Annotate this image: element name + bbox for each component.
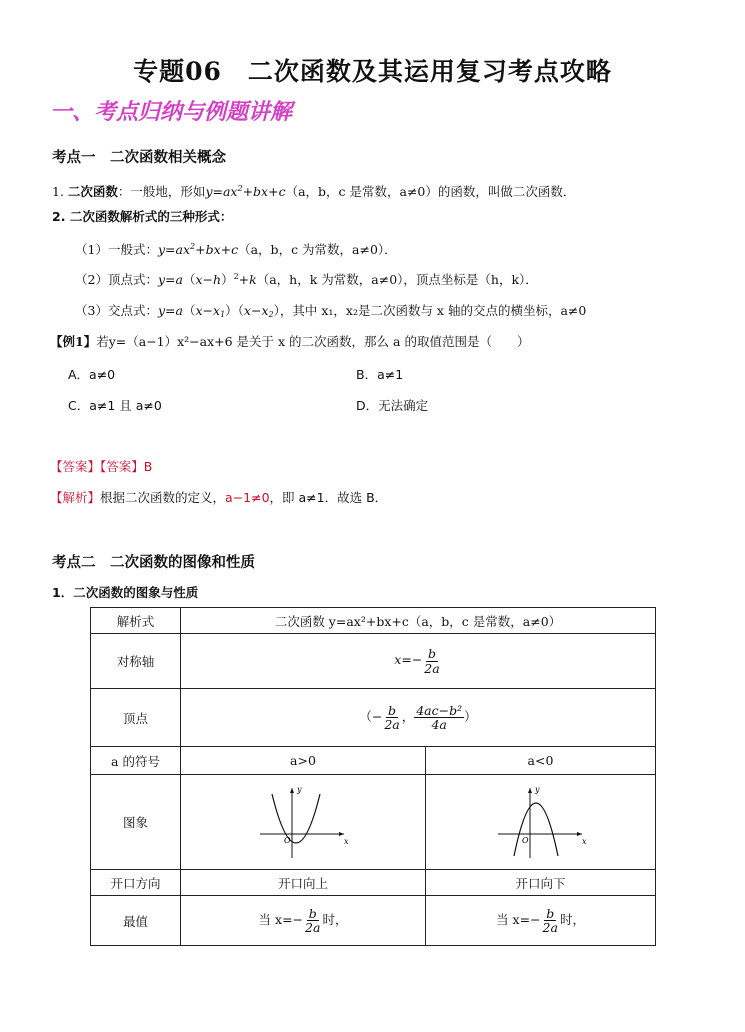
extremum-suffix: 时， [559,912,585,927]
opening-down: 开口向下 [426,870,656,896]
extremum-prefix: 当 x=− [258,912,304,927]
form-general-note: （a，b，c 为常数，a≠0）． [238,242,397,257]
option-a: A．a≠0 [68,367,116,382]
fraction-b-over-2a [422,647,441,674]
extremum-negative [426,896,656,946]
frac-den: 2a [424,660,440,676]
analysis-line [50,488,387,506]
topic-2-heading: 考点二 二次函数的图像和性质 [52,555,255,571]
example-question: 若y=（a−1）x²−ax+6 是关于 x 的二次函数，那么 a 的取值范围是（ ） [96,334,530,349]
form-vertex: （2）顶点式：$y=a(x-h)^2+k(a$，h，k 为常数，a≠0），顶点坐标是（h，k）． [75,272,538,287]
graph-downward [426,775,656,870]
vertex-comma: ， [401,709,415,724]
parabola-up-icon [258,782,348,860]
origin-label: O [521,835,529,845]
option-b: B．a≠1 [356,367,404,382]
row-value-axis [181,634,656,689]
frac-num: 4ac−b² [416,702,463,718]
option-c: C．a≠1 且 a≠0 [68,398,162,413]
analysis-label: 【解析】 [50,490,101,505]
fraction-vertex-y [414,704,464,731]
row-label-axis: 对称轴 [91,634,181,689]
parabola-down-icon [496,782,586,860]
form-general: （1）一般式：$y=ax^2+bx+c(a$，b，c 为常数，a≠0）． [75,242,397,257]
definition-text-a: ：一般地，形如 [117,184,206,199]
subheading-graph-properties: 1．二次函数的图象与性质 [52,585,199,600]
vertex-close: ） [464,709,477,724]
analysis-text-a: 根据二次函数的定义， [100,490,226,505]
row-value-vertex [181,689,656,747]
extremum-positive [181,896,426,946]
form-intercept-note: ，其中 x₁，x₂是二次函数与 x 轴的交点的横坐标，a≠0 [279,303,587,318]
frac-num: b [427,646,436,662]
row-label-formula: 解析式 [91,608,181,634]
axis-x-eq: x=− [394,652,423,668]
forms-heading-text: 二次函数解析式的三种形式： [69,209,233,224]
axis-x-label: x [344,836,349,846]
analysis-condition: a−1≠0 [225,490,270,505]
frac-num: b [308,905,317,921]
opening-up: 开口向上 [181,870,426,896]
definition-term: 二次函数 [67,184,118,199]
topic-1-heading: 考点一 二次函数相关概念 [52,150,226,166]
fraction-b-over-2a [303,907,322,934]
axis-x-label: x [581,836,587,846]
vertex-open: （− [359,709,383,724]
properties-table [90,607,656,946]
forms-heading: 2. 二次函数解析式的三种形式： [52,209,233,224]
form-intercept-label: （3）交点式： [75,303,158,318]
definition-text-b: （a，b，c 是常数，a≠0）的函数，叫做二次函数． [285,184,576,199]
graph-upward [181,775,426,870]
row-value-formula: 二次函数 y=ax²+bx+c（a，b，c 是常数，a≠0） [181,608,656,634]
axis-y-label: y [297,784,302,794]
extremum-suffix: 时， [322,912,348,927]
frac-num: b [388,702,397,718]
example-label: 【例1】 [50,334,97,349]
form-intercept: （3）交点式：$y=a(x-x_1)(x-x_2)$，其中 x₁，x₂是二次函数与 x 轴的交点的横坐标，a≠0 [75,303,587,319]
definition-line: 1. 二次函数：一般地，形如$y=ax^2+bx+c(a$，b，c 是常数，a≠0）的函数，叫做二次函数． [52,184,576,199]
row-label-extremum: 最值 [91,896,181,946]
form-general-label: （1）一般式： [75,242,158,257]
frac-num: b [546,905,555,921]
frac-den: 2a [384,717,400,732]
fraction-vertex-x [382,704,401,731]
row-label-vertex: 顶点 [91,689,181,747]
sign-negative: a<0 [426,747,656,775]
analysis-text-b: ，即 a≠1．故选 B． [269,490,388,505]
answer-line: 【答案】【答案】B [50,459,153,474]
frac-den: 4a [431,717,447,732]
row-label-opening: 开口方向 [91,870,181,896]
section-heading: 一、考点归纳与例题讲解 [50,100,293,125]
frac-den: 2a [542,920,558,935]
origin-label: O [284,835,291,845]
example-1 [50,332,529,350]
frac-den: 2a [305,920,321,935]
sign-positive: a>0 [181,747,426,775]
row-label-sign: a 的符号 [91,747,181,775]
option-d: D．无法确定 [356,398,429,413]
fraction-b-over-2a [541,907,560,934]
page-title: 专题06 二次函数及其运用复习考点攻略 [133,57,612,86]
axis-y-label: y [534,784,540,794]
extremum-prefix: 当 x=− [496,912,541,927]
row-label-graph: 图象 [91,775,181,870]
form-vertex-note: （a，h，k 为常数，a≠0），顶点坐标是（h，k）． [256,272,538,287]
form-vertex-label: （2）顶点式： [75,272,158,287]
